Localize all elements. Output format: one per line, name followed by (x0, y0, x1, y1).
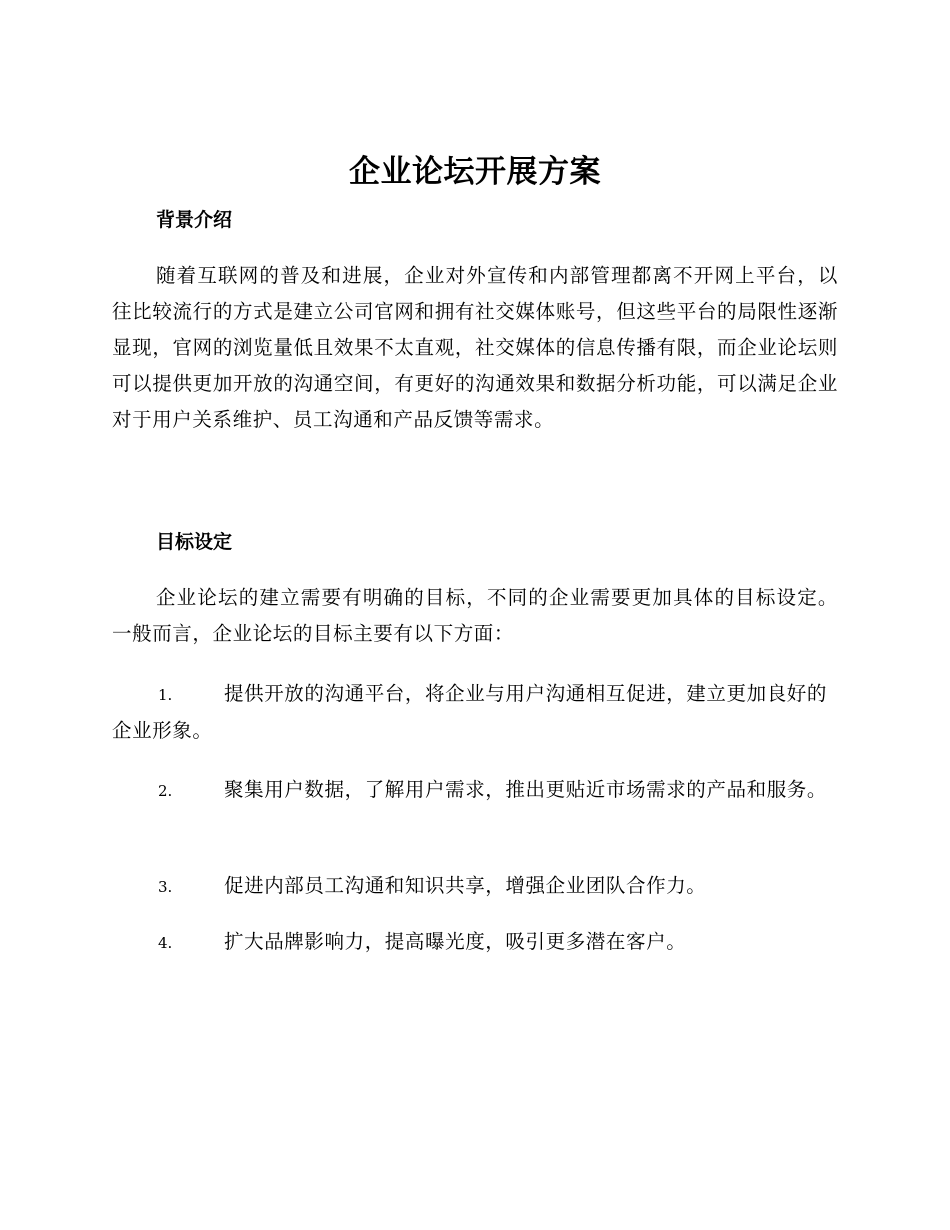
goals-paragraph: 企业论坛的建立需要有明确的目标，不同的企业需要更加具体的目标设定。一般而言，企业论坛的目标主要有以下方面： (112, 586, 838, 645)
list-item-text: 促进内部员工沟通和知识共享，增强企业团队合作力。 (224, 874, 707, 897)
list-item-number: 1. (158, 686, 173, 704)
list-item (112, 676, 838, 749)
document-title: 企业论坛开展方案 (349, 154, 601, 190)
list-item-text: 聚集用户数据，了解用户需求，推出更贴近市场需求的产品和服务。 (224, 778, 828, 801)
list-item-text: 扩大品牌影响力，提高曝光度，吸引更多潜在客户。 (224, 930, 687, 953)
list-item (112, 868, 838, 905)
list-item (112, 772, 838, 809)
list-item-number: 3. (158, 878, 173, 896)
section-heading-goals: 目标设定 (156, 531, 233, 553)
list-item-number: 4. (158, 934, 173, 952)
list-item-number: 2. (158, 782, 173, 800)
background-paragraph: 随着互联网的普及和进展，企业对外宣传和内部管理都离不开网上平台，以往比较流行的方式是建立公司官网和拥有社交媒体账号，但这些平台的局限性逐渐显现，官网的浏览量低且效果不太直观，社交媒体的信息传播有限，而企业论坛则可以提供更加开放的沟通空间，有更好的沟通效果和数据分析功能，可以满足企业对于用户关系维护、员工沟通和产品反馈等需求。 (112, 264, 838, 431)
list-item (112, 924, 838, 961)
list-item-text: 提供开放的沟通平台，将企业与用户沟通相互促进，建立更加良好的企业形象。 (112, 682, 828, 742)
section-heading-background: 背景介绍 (156, 209, 233, 231)
